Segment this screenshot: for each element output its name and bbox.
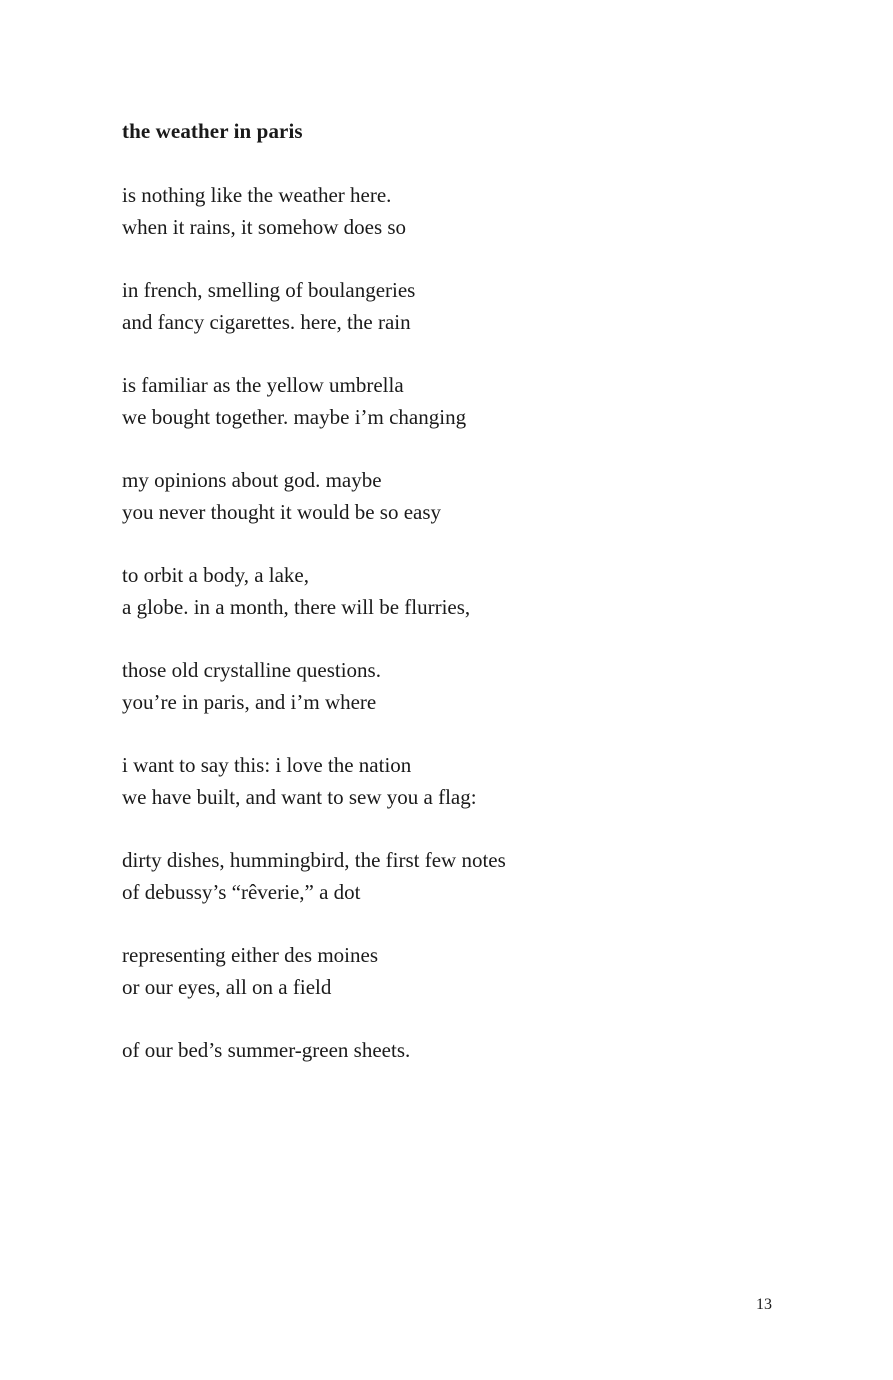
stanza	[122, 844, 762, 908]
poem-line: we have built, and want to sew you a flag:	[122, 785, 477, 809]
poem-line: my opinions about god. maybe	[122, 468, 382, 492]
poem-line: of our bed’s summer-green sheets.	[122, 1038, 411, 1062]
poem-line: i want to say this: i love the nation	[122, 753, 412, 777]
poem-line: you’re in paris, and i’m where	[122, 690, 377, 714]
poem-line: we bought together. maybe i’m changing	[122, 405, 467, 429]
stanza	[122, 654, 762, 718]
page-number: 13	[756, 1296, 772, 1313]
poem-line: of debussy’s “rêverie,” a dot	[122, 880, 361, 904]
poem-line: dirty dishes, hummingbird, the first few notes	[122, 848, 506, 872]
stanza	[122, 179, 762, 243]
stanza	[122, 274, 762, 338]
poem-line: is nothing like the weather here.	[122, 183, 392, 207]
poem-line: when it rains, it somehow does so	[122, 215, 407, 239]
poem-line: you never thought it would be so easy	[122, 500, 442, 524]
stanza	[122, 464, 762, 528]
poem-line: a globe. in a month, there will be flurries,	[122, 595, 471, 619]
stanza	[122, 939, 762, 1003]
poem-body	[122, 179, 762, 1097]
stanza	[122, 1034, 762, 1066]
poem-line: in french, smelling of boulangeries	[122, 278, 416, 302]
poem-title: the weather in paris	[122, 119, 303, 143]
poem-line: or our eyes, all on a field	[122, 975, 332, 999]
stanza	[122, 369, 762, 433]
poem-line: to orbit a body, a lake,	[122, 563, 310, 587]
poem-line: those old crystalline questions.	[122, 658, 381, 682]
stanza	[122, 749, 762, 813]
poem-line: and fancy cigarettes. here, the rain	[122, 310, 411, 334]
poem-line: is familiar as the yellow umbrella	[122, 373, 404, 397]
poem-line: representing either des moines	[122, 943, 378, 967]
stanza	[122, 559, 762, 623]
